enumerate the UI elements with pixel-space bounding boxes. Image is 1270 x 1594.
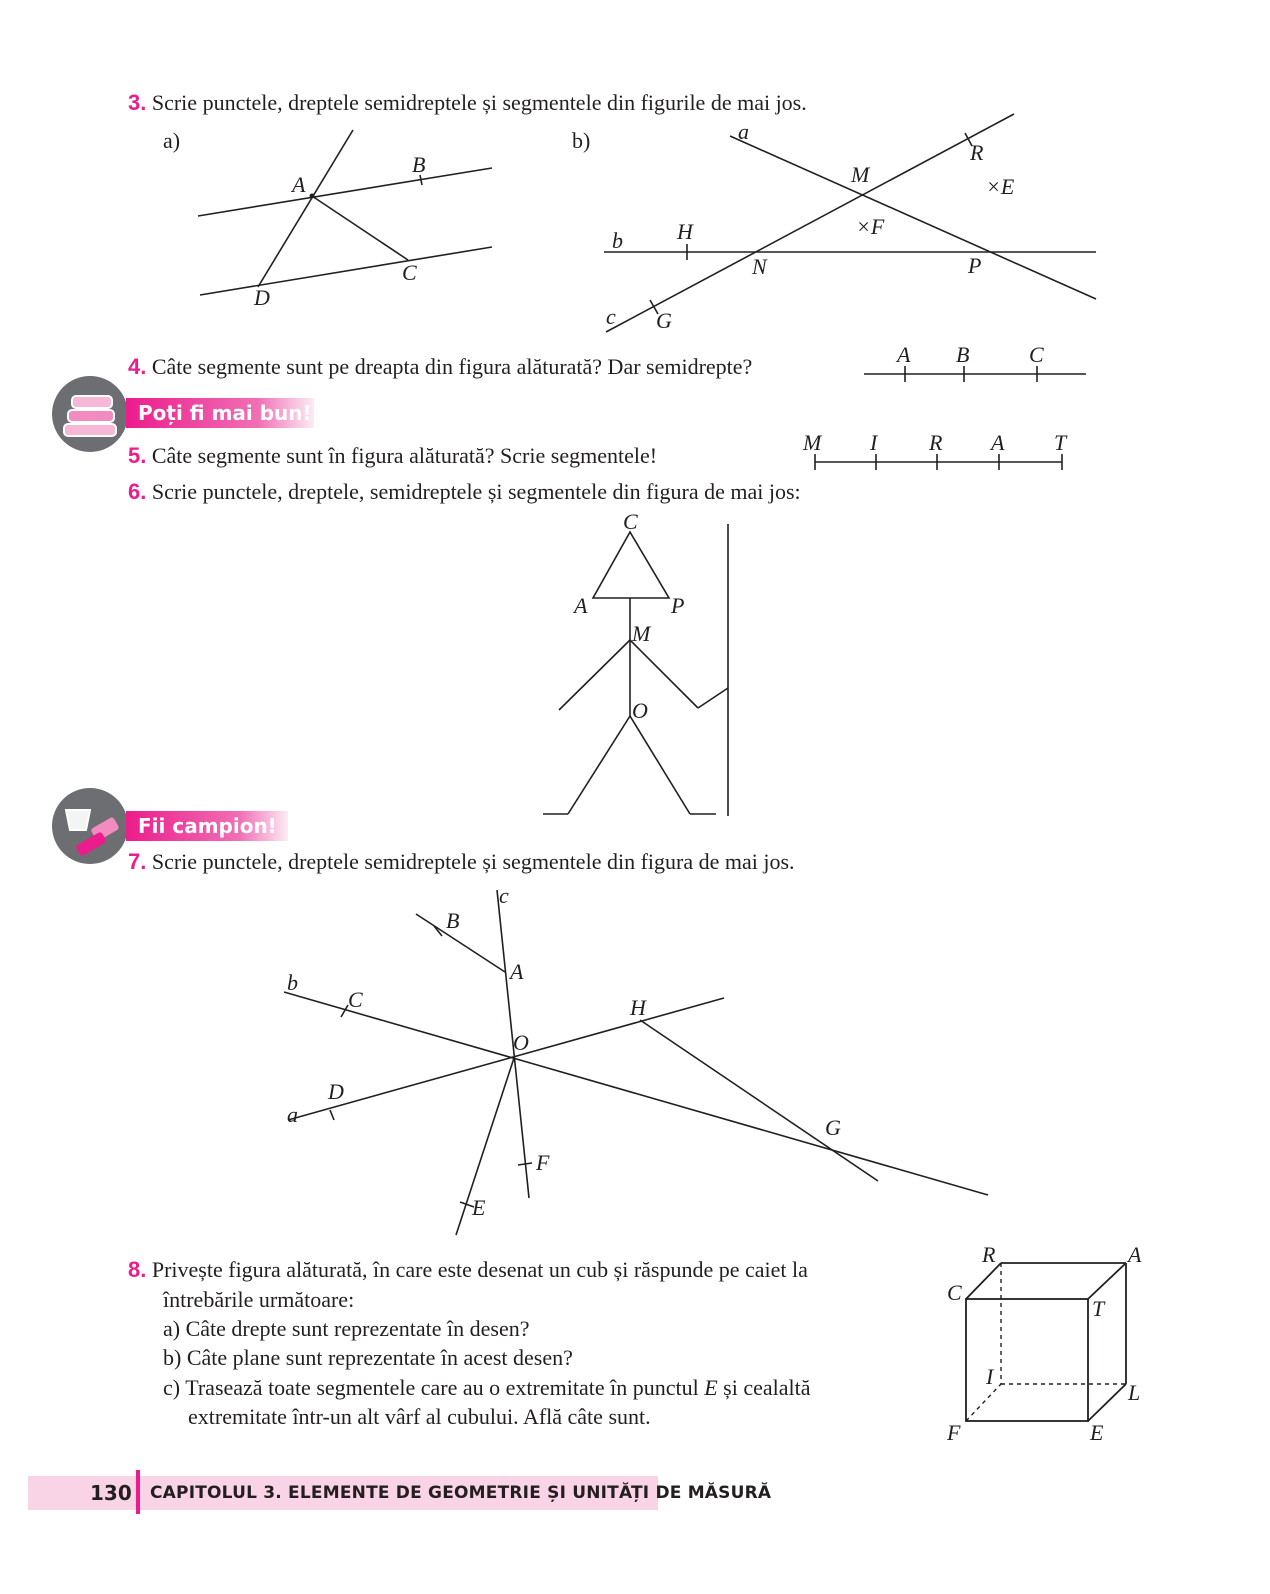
trophy-badge-icon	[52, 788, 128, 864]
fig8-label-C: C	[947, 1280, 962, 1305]
fig3b-label-M: M	[851, 162, 870, 187]
fig3b-label-R: R	[970, 140, 984, 165]
question-c-text: c) Trasează toate segmentele care au o extremitate în punctul	[163, 1375, 699, 1400]
part-a-label: a)	[163, 128, 181, 153]
exercise-8	[128, 1257, 808, 1283]
fig3a-label-D: D	[254, 285, 270, 310]
fig3b-label-a: a	[738, 119, 749, 144]
fig3b-label-G: G	[656, 308, 672, 333]
fig3a-label-B: B	[412, 152, 426, 177]
exercise-text: Câte segmente sunt în figura alăturată? Scrie segmentele!	[151, 443, 658, 468]
exercise-8-question-a: a) Câte drepte sunt reprezentate în desen?	[163, 1316, 530, 1341]
exercise-6	[128, 479, 801, 505]
fig3b-label-E: ×E	[986, 174, 1015, 199]
fig8-label-T: T	[1092, 1296, 1105, 1321]
fig3a-label-C: C	[402, 260, 417, 285]
exercise-3	[128, 90, 807, 116]
fig8-label-F: F	[947, 1420, 961, 1445]
fig3a-label-A: A	[292, 172, 306, 197]
exercise-number: 3.	[128, 90, 147, 115]
fig7-label-b: b	[287, 970, 298, 995]
fig8-label-I: I	[986, 1364, 994, 1389]
fig7-label-G: G	[825, 1115, 841, 1140]
exercise-5	[128, 443, 657, 469]
exercise-7	[128, 849, 795, 875]
fig7-label-H: H	[630, 995, 646, 1020]
fig7-label-C: C	[348, 987, 363, 1012]
fig6-label-M: M	[632, 621, 651, 646]
exercise-number: 7.	[128, 849, 147, 874]
exercise-8-question-b: b) Câte plane sunt reprezentate în acest desen?	[163, 1345, 573, 1370]
fig6-label-C: C	[623, 509, 638, 534]
exercise-number: 8.	[128, 1257, 147, 1282]
exercise-text: Scrie punctele, dreptele, semidreptele și segmentele din figura de mai jos:	[151, 479, 801, 504]
fig3b-label-P: P	[968, 253, 982, 278]
fig8-label-E: E	[1090, 1420, 1104, 1445]
fig5-label-M: M	[803, 430, 822, 455]
exercise-8-line2: întrebările următoare:	[163, 1287, 355, 1312]
fig8-label-L: L	[1128, 1380, 1141, 1405]
fig7-label-c: c	[499, 883, 509, 908]
fig3b-label-H: H	[677, 219, 693, 244]
fig7-label-a: a	[287, 1102, 298, 1127]
fig3b-label-F: ×F	[856, 214, 885, 239]
fig7-label-B: B	[446, 908, 460, 933]
exercise-number: 6.	[128, 479, 147, 504]
question-c-point: E	[704, 1375, 718, 1400]
fig6-label-A: A	[574, 593, 588, 618]
fig3b-label-N: N	[752, 254, 767, 279]
footer-divider	[136, 1470, 140, 1514]
exercise-text: Scrie punctele, dreptele semidreptele și segmentele din figurile de mai jos.	[151, 90, 807, 115]
exercise-text: Scrie punctele, dreptele semidreptele și segmentele din figura de mai jos.	[151, 849, 795, 874]
exercise-8-question-c	[163, 1375, 811, 1401]
exercise-8-question-c-line2: extremitate într-un alt vârf al cubului. Află câte sunt.	[188, 1404, 651, 1429]
fig7-label-O: O	[513, 1030, 529, 1055]
fig5-label-R: R	[929, 430, 943, 455]
fig7-label-D: D	[328, 1079, 344, 1104]
fig5-label-I: I	[870, 430, 878, 455]
question-c-text-end: și cealaltă	[723, 1375, 811, 1400]
banner-poti-fi-mai-bun: Poți fi mai bun!	[126, 398, 314, 428]
fig8-label-A: A	[1128, 1242, 1142, 1267]
fig6-label-O: O	[632, 698, 648, 723]
fig4-label-B: B	[956, 342, 970, 367]
exercise-text: Câte segmente sunt pe dreapta din figura alăturată? Dar semidrepte?	[151, 354, 753, 379]
fig7-label-F: F	[536, 1150, 550, 1175]
exercise-number: 4.	[128, 354, 147, 379]
fig3b-label-c: c	[606, 304, 616, 329]
fig7-label-A: A	[510, 959, 524, 984]
chapter-title: CAPITOLUL 3. ELEMENTE DE GEOMETRIE ȘI UNITĂȚI DE MĂSURĂ	[150, 1483, 772, 1503]
fig6-label-P: P	[671, 593, 685, 618]
fig5-label-A: A	[991, 430, 1005, 455]
fig7-label-E: E	[472, 1195, 486, 1220]
banner-fii-campion: Fii campion!	[126, 811, 288, 841]
fig8-label-R: R	[982, 1242, 996, 1267]
fig5-label-T: T	[1054, 430, 1067, 455]
fig4-label-C: C	[1029, 342, 1044, 367]
fig4-label-A: A	[897, 342, 911, 367]
fig3b-label-b: b	[612, 228, 623, 253]
page-number: 130	[90, 1481, 132, 1505]
exercise-number: 5.	[128, 443, 147, 468]
exercise-text: Privește figura alăturată, în care este desenat un cub și răspunde pe caiet la	[151, 1257, 808, 1282]
books-badge-icon	[52, 376, 128, 452]
part-b-label: b)	[572, 128, 591, 153]
exercise-4	[128, 354, 752, 380]
